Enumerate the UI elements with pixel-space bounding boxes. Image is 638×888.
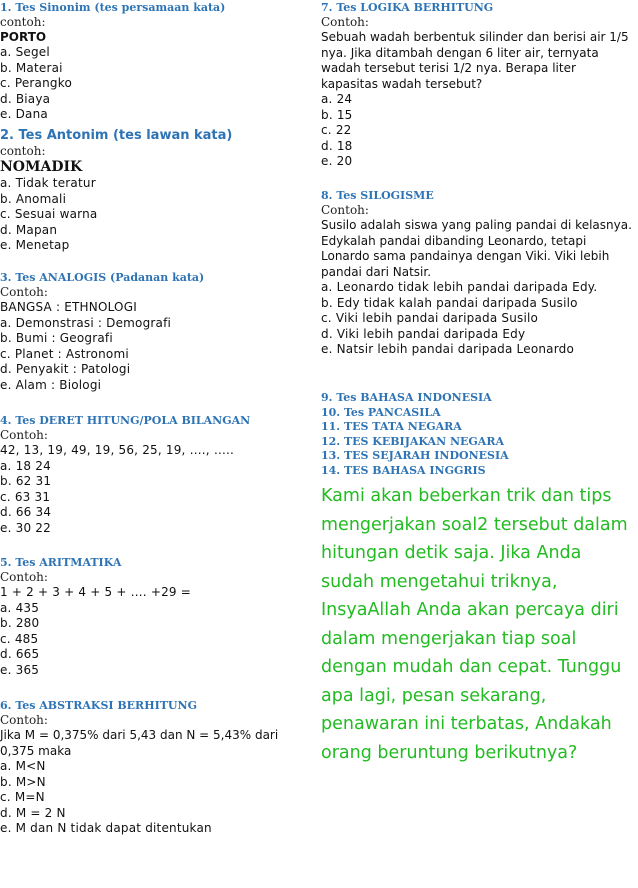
- section-aritmatika: [0, 555, 312, 678]
- option-d: d. Mapan: [0, 222, 58, 237]
- section-title: 4. Tes DERET HITUNG/POLA BILANGAN: [0, 414, 251, 427]
- option-c: c. Planet : Astronomi: [0, 346, 129, 361]
- test-item-pancasila: 10. Tes PANCASILA: [321, 405, 441, 419]
- example-label: Contoh:: [0, 428, 48, 442]
- section-analogis: [0, 270, 312, 393]
- option-c: c. Perangko: [0, 76, 72, 90]
- option-d: d. Biaya: [0, 91, 51, 106]
- test-item-bahasa-inggris: 14. TES BAHASA INGGRIS: [321, 463, 486, 477]
- section-sinonim: [0, 0, 312, 123]
- option-e: e. Menetap: [0, 238, 70, 252]
- section-deret-hitung: [0, 413, 312, 536]
- question-text: 42, 13, 19, 49, 19, 56, 25, 19, …., …..: [0, 443, 235, 457]
- option-a: a. Segel: [0, 45, 50, 59]
- option-a: a. M<N: [0, 759, 46, 773]
- example-label: Contoh:: [0, 570, 48, 584]
- example-label: Contoh:: [0, 285, 48, 299]
- section-abstraksi: [0, 698, 312, 837]
- section-title: 7. Tes LOGIKA BERHITUNG: [321, 1, 494, 14]
- more-tests-list: [321, 391, 633, 478]
- section-title: 1. Tes Sinonim (tes persamaan kata): [0, 1, 226, 14]
- test-item-kebijakan-negara: 12. TES KEBIJAKAN NEGARA: [321, 434, 505, 448]
- option-c: c. Viki lebih pandai daripada Susilo: [321, 311, 539, 325]
- options-list: [321, 92, 633, 170]
- question-text: Jika M = 0,375% dari 5,43 dan N = 5,43% dari 0,375 maka: [0, 728, 279, 758]
- question-text: 1 + 2 + 3 + 4 + 5 + …. +29 =: [0, 585, 192, 599]
- question-word: NOMADIK: [0, 159, 83, 175]
- option-b: b. Materai: [0, 60, 63, 75]
- test-item-bahasa-indonesia: 9. Tes BAHASA INDONESIA: [321, 391, 492, 404]
- option-c: c. 485: [0, 631, 39, 646]
- option-b: b. 62 31: [0, 474, 52, 488]
- section-title: 3. Tes ANALOGIS (Padanan kata): [0, 271, 205, 284]
- section-silogisme: [321, 188, 633, 358]
- question-text: Susilo adalah siswa yang paling pandai di kelasnya. Edykalah pandai dibanding Leonardo, tetapi Lonardo sama pandainya dengan Viki. Viki lebih pandai dari Natsir.: [321, 218, 632, 279]
- option-a: a. 435: [0, 600, 40, 615]
- options-list: [0, 459, 312, 537]
- options-list: [0, 176, 312, 254]
- example-label: Contoh:: [321, 15, 369, 29]
- option-a: a. 24: [321, 92, 353, 106]
- example-label: Contoh:: [321, 203, 369, 217]
- options-list: [0, 316, 312, 394]
- example-label: contoh:: [0, 15, 46, 29]
- option-a: a. Demonstrasi : Demografi: [0, 315, 172, 330]
- section-antonim: [0, 127, 312, 254]
- section-title: 8. Tes SILOGISME: [321, 189, 434, 202]
- option-e: e. 365: [0, 662, 40, 677]
- option-b: b. Edy tidak kalah pandai daripada Susilo: [321, 295, 578, 310]
- option-e: e. M dan N tidak dapat ditentukan: [0, 821, 212, 835]
- promo-text: Kami akan beberkan trik dan tips mengerjakan soal2 tersebut dalam hitungan detik saja. Jika Anda sudah mengetahui triknya, InsyaAllah Anda akan percaya diri dalam mengerjakan tiap soal dengan mudah dan cepat. Tunggu apa lagi, pesan sekarang, penawaran ini terbatas, Andakah orang beruntung berikutnya?: [321, 486, 628, 763]
- option-d: d. Viki lebih pandai daripada Edy: [321, 326, 526, 341]
- option-a: a. Leonardo tidak lebih pandai daripada Edy.: [321, 280, 598, 294]
- question-word: PORTO: [0, 30, 47, 44]
- option-c: c. 22: [321, 123, 352, 137]
- section-title: 5. Tes ARITMATIKA: [0, 556, 122, 569]
- test-item-sejarah-indonesia: 13. TES SEJARAH INDONESIA: [321, 449, 509, 462]
- test-item-tata-negara: 11. TES TATA NEGARA: [321, 420, 462, 433]
- option-c: c. Sesuai warna: [0, 207, 98, 221]
- option-e: e. Dana: [0, 107, 48, 121]
- option-a: a. 18 24: [0, 458, 51, 473]
- option-e: e. 30 22: [0, 520, 51, 535]
- option-e: e. 20: [321, 154, 353, 168]
- option-d: d. Penyakit : Patologi: [0, 362, 131, 376]
- section-title: 6. Tes ABSTRAKSI BERHITUNG: [0, 699, 197, 712]
- option-d: d. 665: [0, 647, 40, 661]
- question-text: BANGSA : ETHNOLOGI: [0, 300, 137, 314]
- options-list: [0, 759, 312, 837]
- option-b: b. M>N: [0, 774, 46, 789]
- option-b: b. Anomali: [0, 191, 67, 206]
- option-e: e. Natsir lebih pandai daripada Leonardo: [321, 342, 574, 356]
- question-text: Sebuah wadah berbentuk silinder dan berisi air 1/5 nya. Jika ditambah dengan 6 liter air, ternyata wadah tersebut terisi 1/2 nya. Berapa liter kapasitas wadah tersebut?: [321, 30, 629, 91]
- example-label: Contoh:: [0, 713, 48, 727]
- option-c: c. M=N: [0, 790, 45, 804]
- option-d: d. 18: [321, 138, 353, 153]
- option-e: e. Alam : Biologi: [0, 377, 102, 392]
- option-c: c. 63 31: [0, 489, 51, 504]
- options-list: [321, 280, 633, 358]
- section-logika-berhitung: [321, 0, 633, 170]
- option-b: b. Bumi : Geografi: [0, 331, 113, 345]
- options-list: [0, 601, 312, 679]
- option-b: b. 280: [0, 616, 40, 630]
- options-list: [0, 45, 312, 123]
- option-d: d. M = 2 N: [0, 805, 66, 820]
- option-d: d. 66 34: [0, 505, 52, 519]
- example-label: contoh:: [0, 144, 46, 158]
- section-title: 2. Tes Antonim (tes lawan kata): [0, 128, 233, 143]
- option-b: b. 15: [321, 107, 353, 122]
- option-a: a. Tidak teratur: [0, 176, 96, 190]
